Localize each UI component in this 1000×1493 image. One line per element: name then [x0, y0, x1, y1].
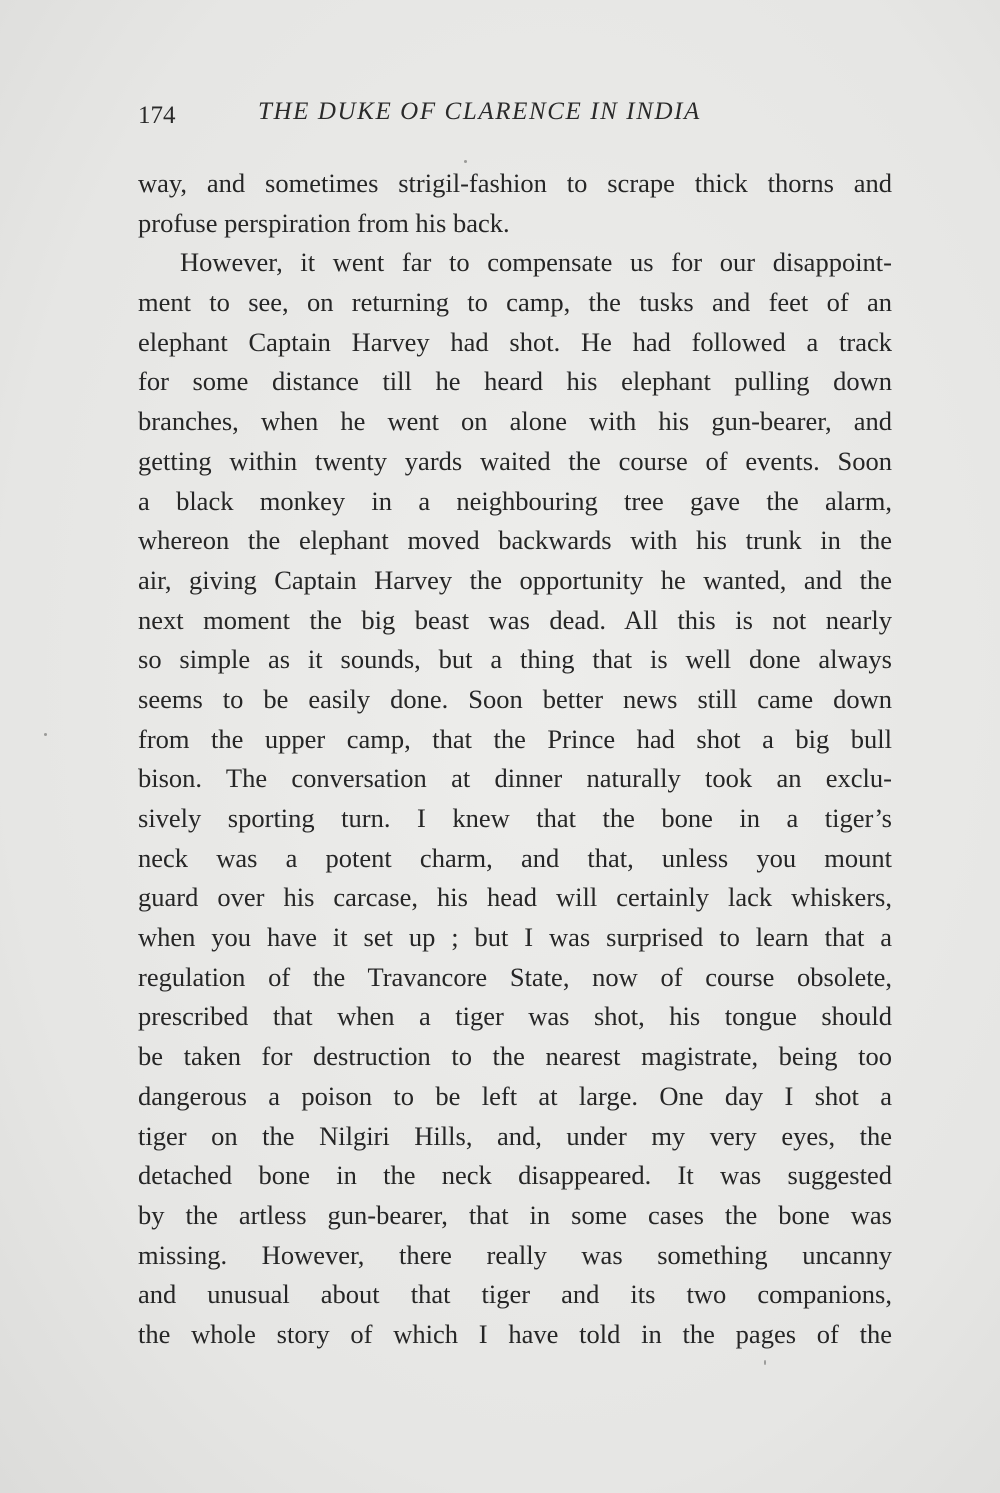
text-line: detached bone in the neck disappeared. It was suggested — [138, 1160, 892, 1191]
text-line: neck was a potent charm, and that, unless you mount — [138, 842, 892, 873]
text-line: air, giving Captain Harvey the opportunity he wanted, and the — [138, 564, 892, 595]
text-line: ment to see, on returning to camp, the tusks and feet of an — [138, 287, 892, 318]
running-head — [138, 96, 898, 136]
text-line: sively sporting turn. I knew that the bone in a tiger’s — [138, 803, 892, 833]
text-line: for some distance till he heard his elephant pulling down — [138, 366, 892, 397]
text-line: branches, when he went on alone with his gun-bearer, and — [138, 406, 892, 437]
text-line: the whole story of which I have told in the pages of the — [138, 1318, 892, 1349]
text-line: missing. However, there really was something uncanny — [138, 1239, 892, 1270]
running-title: THE DUKE OF CLARENCE IN INDIA — [258, 98, 701, 125]
text-line: seems to be easily done. Soon better news still came down — [138, 683, 892, 714]
text-line: profuse perspiration from his back. — [138, 207, 510, 238]
text-line: from the upper camp, that the Prince had shot a big bull — [138, 723, 892, 754]
text-line: so simple as it sounds, but a thing that is well done always — [138, 644, 892, 675]
text-line: However, it went far to compensate us for our disappoint- — [180, 247, 892, 278]
text-line: way, and sometimes strigil-fashion to scrape thick thorns and — [138, 168, 892, 198]
text-line: bison. The conversation at dinner naturally took an exclu- — [138, 763, 892, 794]
paper-speck — [764, 1360, 766, 1365]
text-line: tiger on the Nilgiri Hills, and, under my very eyes, the — [138, 1120, 892, 1151]
text-line: and unusual about that tiger and its two companions, — [138, 1279, 892, 1310]
page-number: 174 — [138, 102, 176, 129]
text-line: be taken for destruction to the nearest magistrate, being too — [138, 1041, 892, 1072]
text-line: getting within twenty yards waited the course of events. Soon — [138, 445, 892, 476]
text-line: elephant Captain Harvey had shot. He had followed a track — [138, 326, 892, 357]
body-text — [138, 164, 892, 1355]
text-line: by the artless gun-bearer, that in some cases the bone was — [138, 1199, 892, 1230]
text-line: next moment the big beast was dead. All this is not nearly — [138, 604, 892, 635]
text-line: whereon the elephant moved backwards with his trunk in the — [138, 525, 892, 556]
text-line: a black monkey in a neighbouring tree gave the alarm, — [138, 485, 892, 516]
paper-speck — [44, 733, 47, 736]
text-line: dangerous a poison to be left at large. One day I shot a — [138, 1080, 892, 1111]
paper-speck — [464, 160, 467, 163]
text-line: when you have it set up ; but I was surprised to learn that a — [138, 922, 892, 953]
text-line: prescribed that when a tiger was shot, his tongue should — [138, 1001, 892, 1032]
text-line: regulation of the Travancore State, now of course obsolete, — [138, 961, 892, 992]
text-line: guard over his carcase, his head will certainly lack whiskers, — [138, 882, 892, 913]
